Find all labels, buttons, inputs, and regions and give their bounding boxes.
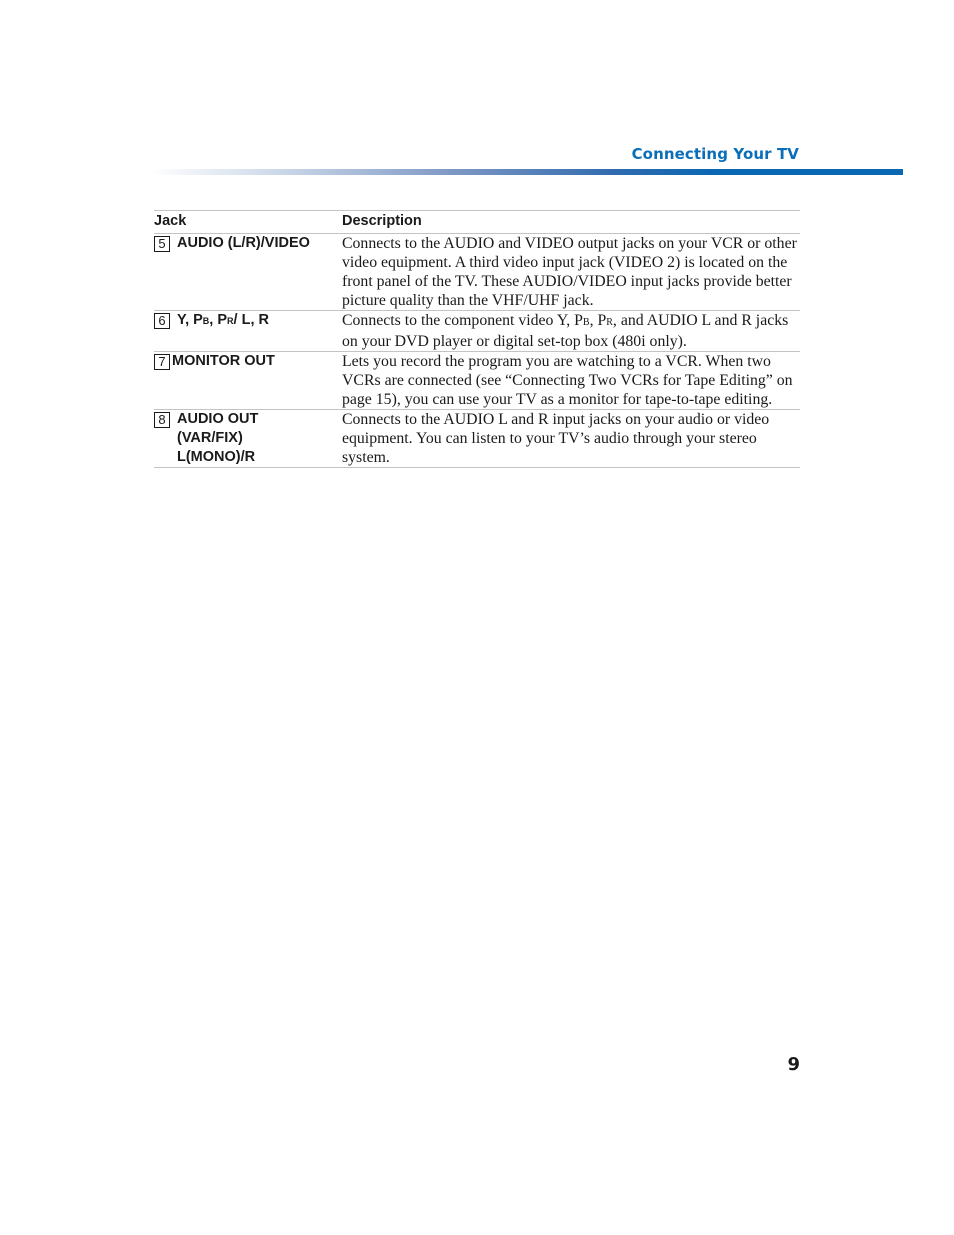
description-part: Connects to the component video Y, P xyxy=(342,312,583,329)
table-row xyxy=(154,352,800,410)
table-row xyxy=(154,311,800,352)
jack-label-subscript: R xyxy=(227,316,234,326)
jack-cell xyxy=(154,352,342,410)
jack-label: MONITOR OUT xyxy=(172,353,275,369)
jack-label: AUDIO (L/R)/VIDEO xyxy=(177,235,310,251)
jack-cell xyxy=(154,311,342,352)
page-number: 9 xyxy=(787,1054,800,1075)
jack-label-subscript: B xyxy=(202,316,210,326)
table-row xyxy=(154,234,800,311)
table-header-row xyxy=(154,211,800,234)
callout-number-box: 7 xyxy=(154,354,170,370)
description-cell: Lets you record the program you are watching to a VCR. When two VCRs are connected (see “Connecting Two VCRs for Tape Editing” on page 15), you can use your TV as a monitor for tape-to-tape editing. xyxy=(342,352,800,410)
table-row xyxy=(154,410,800,468)
jack-cell xyxy=(154,234,342,311)
column-header-description: Description xyxy=(342,211,800,234)
jack-label-part: / L, R xyxy=(233,312,269,328)
description-subscript: R xyxy=(606,317,613,328)
description-part: , and AUDIO L and R jacks on your DVD player or digital set-top box (480i only). xyxy=(342,312,789,350)
description-cell: Connects to the AUDIO L and R input jacks on your audio or video equipment. You can listen to your TV’s audio through your stereo system. xyxy=(342,410,800,468)
callout-number-box: 6 xyxy=(154,313,170,329)
description-part: , P xyxy=(589,312,607,329)
section-title: Connecting Your TV xyxy=(631,145,799,163)
jack-cell xyxy=(154,410,342,468)
jack-description-table xyxy=(154,210,800,468)
jack-label-part: , P xyxy=(209,312,228,328)
jack-label: AUDIO OUT (VAR/FIX) L(MONO)/R xyxy=(177,411,259,465)
description-subscript: B xyxy=(582,317,590,328)
callout-number-box: 8 xyxy=(154,412,170,428)
jack-label-part: Y, P xyxy=(177,312,203,328)
header-gradient-rule xyxy=(150,169,903,175)
description-cell: Connects to the AUDIO and VIDEO output jacks on your VCR or other video equipment. A third video input jack (VIDEO 2) is located on the front panel of the TV. These AUDIO/VIDEO input jacks provide better picture quality than the VHF/UHF jack. xyxy=(342,234,800,311)
callout-number-box: 5 xyxy=(154,236,170,252)
jack-label xyxy=(177,311,269,331)
column-header-jack: Jack xyxy=(154,211,342,234)
description-cell xyxy=(342,311,800,352)
